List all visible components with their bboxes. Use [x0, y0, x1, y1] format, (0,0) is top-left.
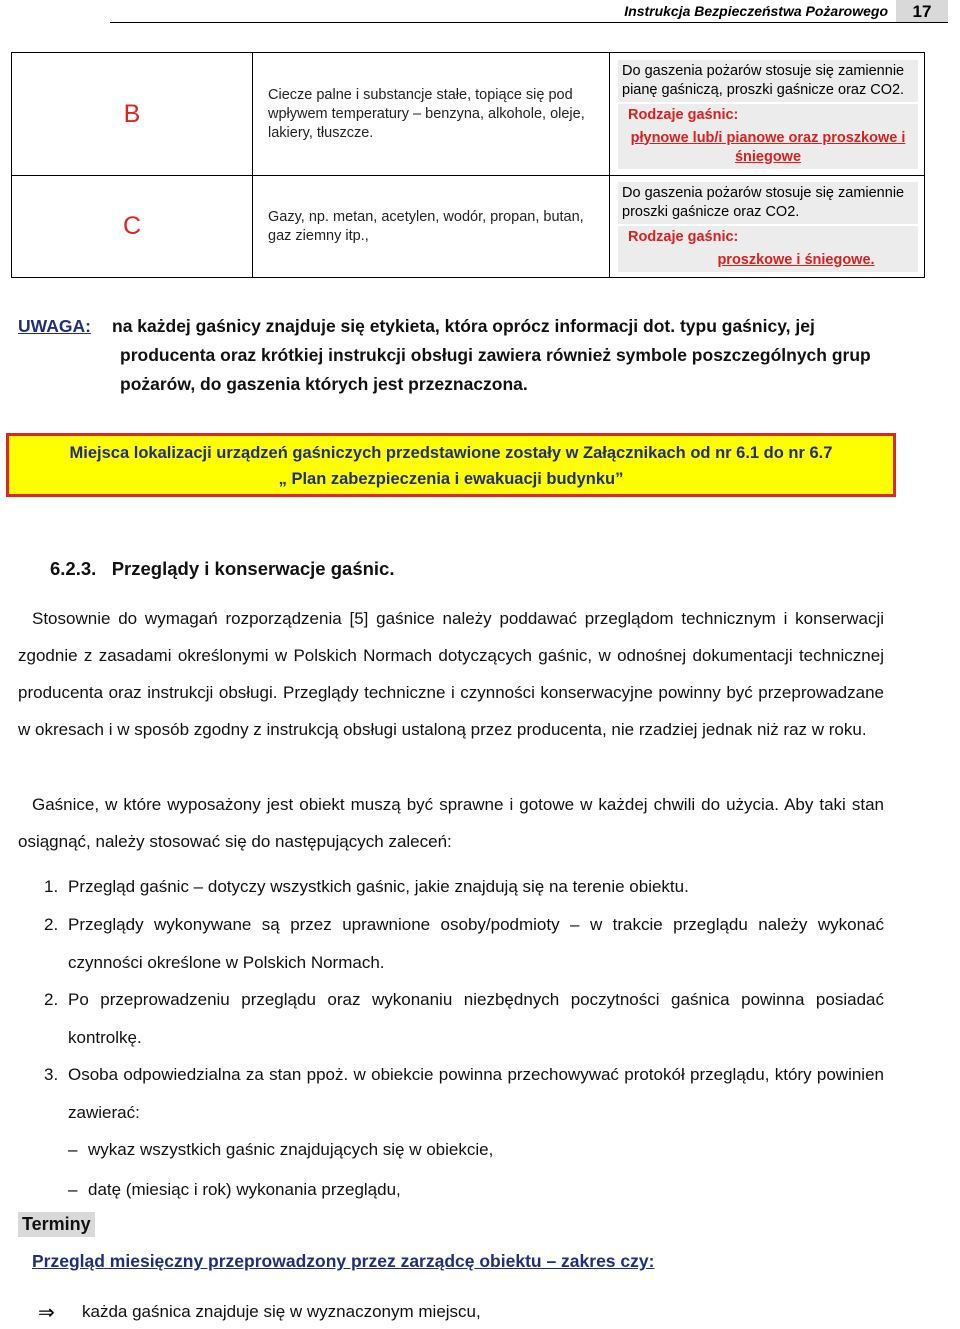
fire-class-table [11, 52, 925, 278]
types-label: Rodzaje gaśnic: [618, 226, 918, 249]
dash-item: datę (miesiąc i rok) wykonania przeglądu, [88, 1180, 401, 1199]
substances-cell: Ciecze palne i substancje stałe, topiące się pod wpływem temperatury – benzyna, alkohole, oleje, lakiery, tłuszcze. [253, 53, 610, 176]
table-row [12, 176, 925, 278]
page-number: 17 [896, 0, 948, 22]
warning-line: na każdej gaśnicy znajduje się etykieta, która oprócz informacji dot. typu gaśnicy, jej [112, 316, 815, 336]
monthly-review-heading: Przegląd miesięczny przeprowadzony przez zarządcę obiektu – zakres czy: [32, 1251, 655, 1271]
list-number: 3. [44, 1065, 59, 1084]
notice-line: „ Plan zabezpieczenia i ewakuacji budynku” [278, 470, 624, 488]
section-title: Przeglądy i konserwacje gaśnic. [111, 558, 395, 579]
list-item: Przeglądy wykonywane są przez uprawnione osoby/podmioty – w trakcie przeglądu należy wykonać czynności określone w Polskich Normach. [68, 915, 884, 972]
fire-class-label: C [12, 176, 253, 278]
extinguishing-cell [610, 53, 925, 176]
list-number: 2. [44, 990, 59, 1009]
location-notice [6, 433, 896, 497]
page-header [110, 0, 948, 23]
section-heading [50, 558, 395, 580]
extinguishing-text: Do gaszenia pożarów stosuje się zamiennie pianę gaśniczą, proszki gaśnicze oraz CO2. [618, 60, 918, 102]
types-value: proszkowe i śniegowe. [618, 249, 918, 272]
list-number: 2. [44, 915, 59, 934]
paragraph: Stosownie do wymagań rozporządzenia [5] gaśnice należy poddawać przeglądom technicznym i konserwacji zgodnie z zasadami określonymi w Polskich Normach dotyczących gaśnic, w odnośnej dokumentacji technicznej producenta oraz instrukcji obsługi. Przeglądy techniczne i czynności konserwacyjne powinny być przeprowadzane w okresach i w sposób zgodny z instrukcją obsługi ustaloną przez producenta, nie rzadziej jednak niż raz w roku. [18, 609, 884, 739]
dash-bullet-icon: – [68, 1140, 78, 1159]
list-item: Osoba odpowiedzialna za stan ppoż. w obiekcie powinna przechowywać protokół przeglądu, który powinien zawierać: [68, 1065, 884, 1122]
warning-note [18, 312, 898, 399]
warning-line: producenta oraz krótkiej instrukcji obsługi zawiera również symbole poszczególnych grup [120, 345, 871, 365]
list-item: Przegląd gaśnic – dotyczy wszystkich gaśnic, jakie znajdują się na terenie obiektu. [68, 877, 689, 896]
notice-line: Miejsca lokalizacji urządzeń gaśniczych przedstawione zostały w Załącznikach od nr 6.1 do nr 6.7 [69, 444, 833, 462]
double-arrow-icon: ⇒ [38, 1302, 55, 1324]
terminy-heading: Terminy [18, 1212, 95, 1237]
dash-bullet-icon: – [68, 1180, 78, 1199]
substances-cell: Gazy, np. metan, acetylen, wodór, propan, butan, gaz ziemny itp., [253, 176, 610, 278]
paragraph: Gaśnice, w które wyposażony jest obiekt muszą być sprawne i gotowe w każdej chwili do użycia. Aby taki stan osiągnąć, należy stosować się do następujących zaleceń: [18, 795, 884, 851]
fire-class-label: B [12, 53, 253, 176]
types-label: Rodzaje gaśnic: [618, 104, 918, 127]
warning-label: UWAGA: [18, 316, 91, 336]
extinguishing-text: Do gaszenia pożarów stosuje się zamiennie proszki gaśnicze oraz CO2. [618, 182, 918, 224]
dash-item: wykaz wszystkich gaśnic znajdujących się w obiekcie, [88, 1140, 494, 1159]
extinguishing-cell [610, 176, 925, 278]
list-item: Po przeprowadzeniu przeglądu oraz wykonaniu niezbędnych poczytności gaśnica powinna posiadać kontrolkę. [68, 990, 884, 1047]
warning-line: pożarów, do gaszenia których jest przeznaczona. [120, 374, 528, 394]
list-number: 1. [44, 877, 59, 896]
table-row [12, 53, 925, 176]
section-number: 6.2.3. [50, 558, 97, 579]
document-title: Instrukcja Bezpieczeństwa Pożarowego [624, 3, 888, 19]
list-item: każda gaśnica znajduje się w wyznaczonym miejscu, [82, 1302, 481, 1321]
types-value: płynowe lub/i pianowe oraz proszkowe i śniegowe [618, 127, 918, 169]
